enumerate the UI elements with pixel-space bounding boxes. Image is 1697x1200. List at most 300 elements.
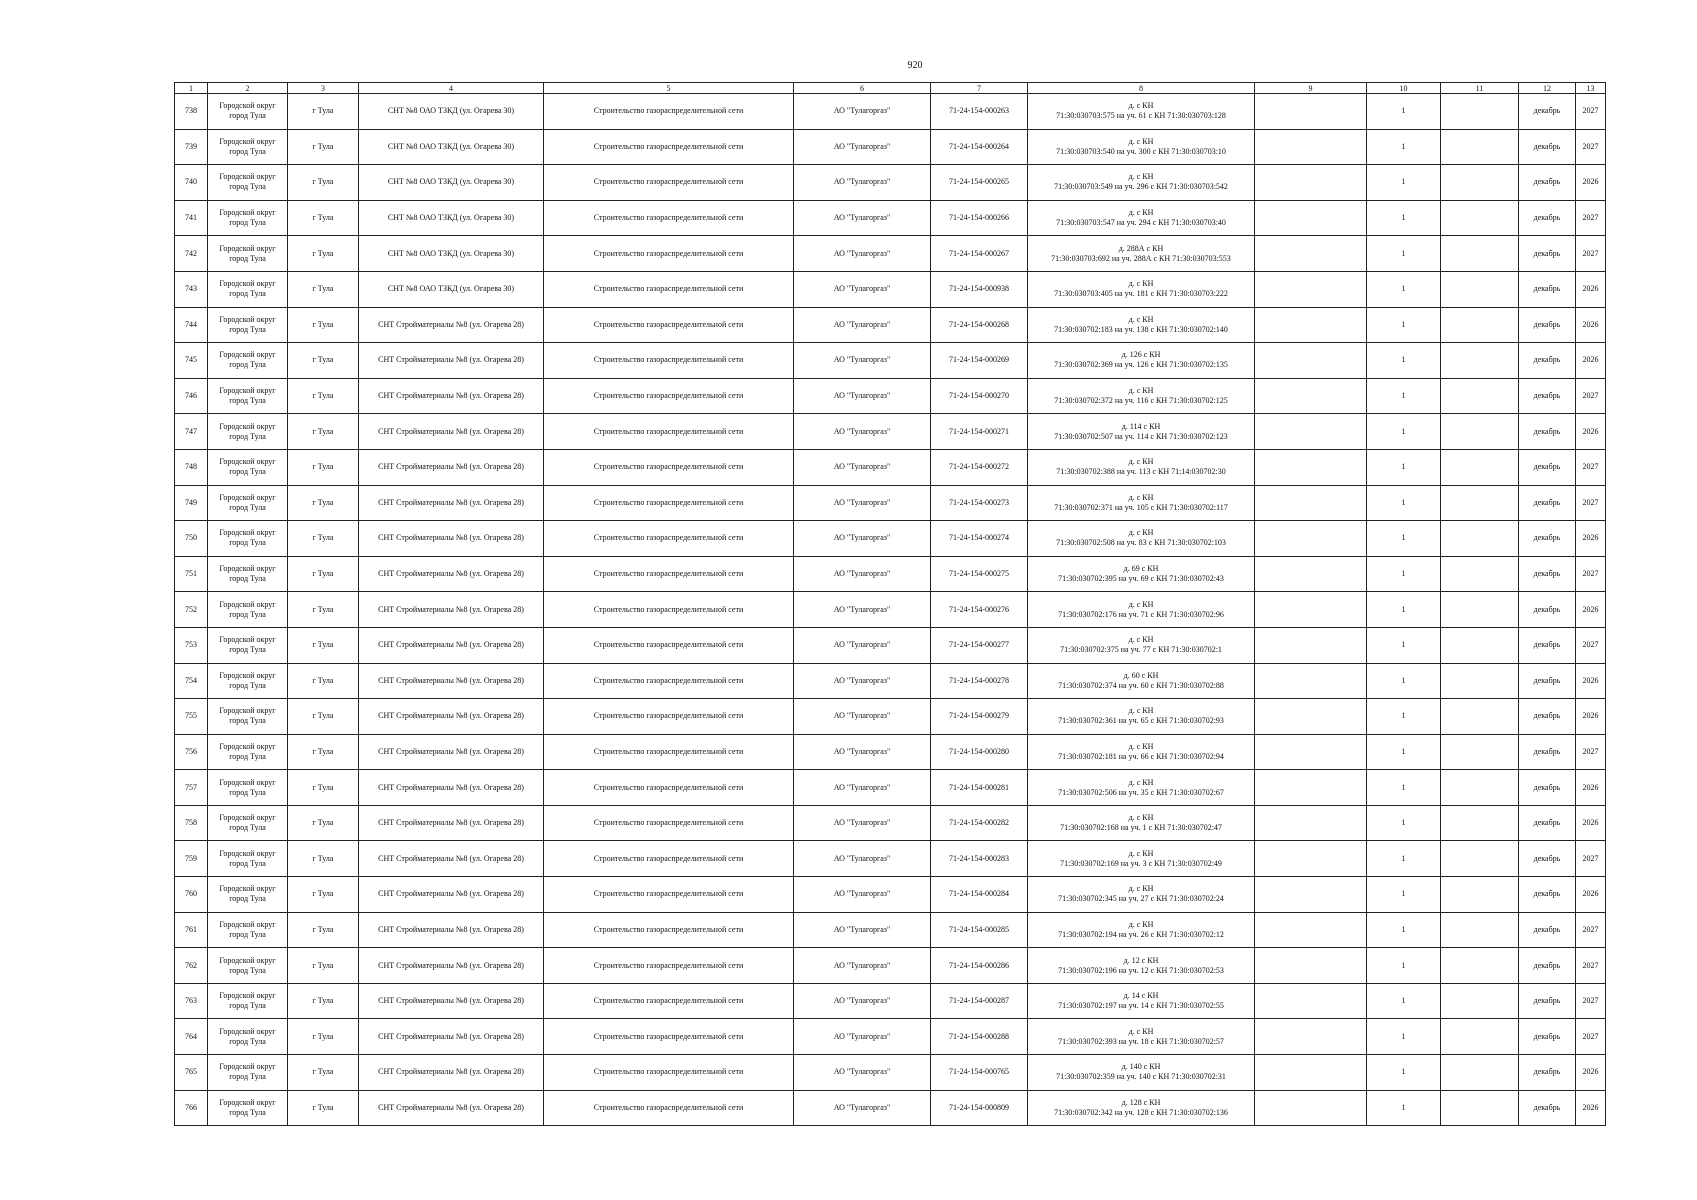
month-cell: декабрь [1519,770,1576,806]
quantity-cell: 1 [1367,1055,1441,1091]
code-cell: 71-24-154-000286 [931,948,1028,984]
district-cell: Городской округ город Тула [208,627,288,663]
district-cell: Городской округ город Тула [208,485,288,521]
column-9-cell [1255,983,1367,1019]
object-cell: СНТ Стройматериалы №8 (ул. Огарева 28) [359,307,544,343]
column-11-cell [1441,343,1519,379]
year-cell: 2026 [1576,592,1606,628]
organization-cell: АО "Тулагоргаз" [794,948,931,984]
code-cell: 71-24-154-000284 [931,877,1028,913]
object-cell: СНТ Стройматериалы №8 (ул. Огарева 28) [359,485,544,521]
column-header: 8 [1028,83,1255,94]
city-cell: г Тула [288,307,359,343]
cadastral-note-cell: д. 12 с КН 71:30:030702:196 на уч. 12 с КН 71:30:030702:53 [1028,948,1255,984]
city-cell: г Тула [288,983,359,1019]
district-cell: Городской округ город Тула [208,307,288,343]
city-cell: г Тула [288,699,359,735]
city-cell: г Тула [288,200,359,236]
cadastral-note-cell: д. с КН 71:30:030702:194 на уч. 26 с КН 71:30:030702:12 [1028,912,1255,948]
district-cell: Городской округ город Тула [208,414,288,450]
row-number: 745 [175,343,208,379]
cadastral-note-cell: д. с КН 71:30:030702:183 на уч. 138 с КН 71:30:030702:140 [1028,307,1255,343]
year-cell: 2027 [1576,556,1606,592]
column-11-cell [1441,521,1519,557]
city-cell: г Тула [288,236,359,272]
code-cell: 71-24-154-000287 [931,983,1028,1019]
work-cell: Строительство газораспределительной сети [544,770,794,806]
column-11-cell [1441,556,1519,592]
object-cell: СНТ №8 ОАО ТЗКД (ул. Огарева 30) [359,129,544,165]
district-cell: Городской округ город Тула [208,841,288,877]
table-row [175,129,1606,165]
column-11-cell [1441,592,1519,628]
row-number: 763 [175,983,208,1019]
column-header: 11 [1441,83,1519,94]
column-11-cell [1441,983,1519,1019]
row-number: 750 [175,521,208,557]
column-11-cell [1441,236,1519,272]
object-cell: СНТ Стройматериалы №8 (ул. Огарева 28) [359,663,544,699]
work-cell: Строительство газораспределительной сети [544,912,794,948]
row-number: 752 [175,592,208,628]
column-11-cell [1441,627,1519,663]
object-cell: СНТ №8 ОАО ТЗКД (ул. Огарева 30) [359,165,544,201]
quantity-cell: 1 [1367,378,1441,414]
column-9-cell [1255,271,1367,307]
cadastral-note-cell: д. 60 с КН 71:30:030702:374 на уч. 60 с КН 71:30:030702:88 [1028,663,1255,699]
object-cell: СНТ Стройматериалы №8 (ул. Огарева 28) [359,521,544,557]
object-cell: СНТ Стройматериалы №8 (ул. Огарева 28) [359,343,544,379]
year-cell: 2026 [1576,805,1606,841]
month-cell: декабрь [1519,983,1576,1019]
row-number: 744 [175,307,208,343]
organization-cell: АО "Тулагоргаз" [794,94,931,130]
quantity-cell: 1 [1367,734,1441,770]
cadastral-note-cell: д. с КН 71:30:030702:345 на уч. 27 с КН 71:30:030702:24 [1028,877,1255,913]
district-cell: Городской округ город Тула [208,236,288,272]
object-cell: СНТ Стройматериалы №8 (ул. Огарева 28) [359,378,544,414]
quantity-cell: 1 [1367,307,1441,343]
table-row [175,912,1606,948]
year-cell: 2027 [1576,378,1606,414]
month-cell: декабрь [1519,307,1576,343]
month-cell: декабрь [1519,343,1576,379]
city-cell: г Тула [288,592,359,628]
district-cell: Городской округ город Тула [208,912,288,948]
city-cell: г Тула [288,556,359,592]
district-cell: Городской округ город Тула [208,770,288,806]
organization-cell: АО "Тулагоргаз" [794,805,931,841]
city-cell: г Тула [288,521,359,557]
object-cell: СНТ Стройматериалы №8 (ул. Огарева 28) [359,556,544,592]
cadastral-note-cell: д. 114 с КН 71:30:030702:507 на уч. 114 с КН 71:30:030702:123 [1028,414,1255,450]
column-11-cell [1441,378,1519,414]
quantity-cell: 1 [1367,200,1441,236]
city-cell: г Тула [288,94,359,130]
quantity-cell: 1 [1367,948,1441,984]
month-cell: декабрь [1519,841,1576,877]
table-row [175,236,1606,272]
work-cell: Строительство газораспределительной сети [544,734,794,770]
year-cell: 2027 [1576,236,1606,272]
month-cell: декабрь [1519,414,1576,450]
city-cell: г Тула [288,912,359,948]
work-cell: Строительство газораспределительной сети [544,627,794,663]
code-cell: 71-24-154-000274 [931,521,1028,557]
table-row [175,627,1606,663]
quantity-cell: 1 [1367,449,1441,485]
table-row [175,1019,1606,1055]
row-number: 740 [175,165,208,201]
column-9-cell [1255,734,1367,770]
column-number-row [175,83,1606,94]
cadastral-note-cell: д. с КН 71:30:030703:540 на уч. 300 с КН 71:30:030703:10 [1028,129,1255,165]
column-9-cell [1255,94,1367,130]
row-number: 761 [175,912,208,948]
table-row [175,663,1606,699]
work-cell: Строительство газораспределительной сети [544,983,794,1019]
organization-cell: АО "Тулагоргаз" [794,912,931,948]
district-cell: Городской округ город Тула [208,449,288,485]
code-cell: 71-24-154-000765 [931,1055,1028,1091]
cadastral-note-cell: д. с КН 71:30:030702:375 на уч. 77 с КН 71:30:030702:1 [1028,627,1255,663]
year-cell: 2026 [1576,521,1606,557]
page-number: 920 [907,60,923,71]
column-9-cell [1255,307,1367,343]
row-number: 762 [175,948,208,984]
quantity-cell: 1 [1367,414,1441,450]
quantity-cell: 1 [1367,627,1441,663]
table-row [175,343,1606,379]
column-9-cell [1255,948,1367,984]
organization-cell: АО "Тулагоргаз" [794,841,931,877]
month-cell: декабрь [1519,805,1576,841]
code-cell: 71-24-154-000278 [931,663,1028,699]
work-cell: Строительство газораспределительной сети [544,592,794,628]
work-cell: Строительство газораспределительной сети [544,307,794,343]
month-cell: декабрь [1519,94,1576,130]
object-cell: СНТ Стройматериалы №8 (ул. Огарева 28) [359,449,544,485]
column-9-cell [1255,129,1367,165]
organization-cell: АО "Тулагоргаз" [794,770,931,806]
district-cell: Городской округ город Тула [208,165,288,201]
cadastral-note-cell: д. 140 с КН 71:30:030702:359 на уч. 140 с КН 71:30:030702:31 [1028,1055,1255,1091]
column-9-cell [1255,841,1367,877]
district-cell: Городской округ город Тула [208,343,288,379]
organization-cell: АО "Тулагоргаз" [794,378,931,414]
table-row [175,200,1606,236]
organization-cell: АО "Тулагоргаз" [794,983,931,1019]
quantity-cell: 1 [1367,165,1441,201]
object-cell: СНТ Стройматериалы №8 (ул. Огарева 28) [359,414,544,450]
column-11-cell [1441,699,1519,735]
register-table [174,82,1606,1126]
year-cell: 2027 [1576,841,1606,877]
district-cell: Городской округ город Тула [208,805,288,841]
row-number: 748 [175,449,208,485]
district-cell: Городской округ город Тула [208,1019,288,1055]
table-row [175,841,1606,877]
column-11-cell [1441,1090,1519,1126]
column-11-cell [1441,948,1519,984]
quantity-cell: 1 [1367,699,1441,735]
district-cell: Городской округ город Тула [208,521,288,557]
table-row [175,877,1606,913]
table-row [175,1090,1606,1126]
code-cell: 71-24-154-000276 [931,592,1028,628]
code-cell: 71-24-154-000279 [931,699,1028,735]
code-cell: 71-24-154-000267 [931,236,1028,272]
table-row [175,1055,1606,1091]
row-number: 754 [175,663,208,699]
column-header: 1 [175,83,208,94]
city-cell: г Тула [288,841,359,877]
work-cell: Строительство газораспределительной сети [544,485,794,521]
row-number: 764 [175,1019,208,1055]
column-9-cell [1255,485,1367,521]
cadastral-note-cell: д. 288А с КН 71:30:030703:692 на уч. 288А с КН 71:30:030703:553 [1028,236,1255,272]
object-cell: СНТ Стройматериалы №8 (ул. Огарева 28) [359,1090,544,1126]
column-header: 3 [288,83,359,94]
quantity-cell: 1 [1367,343,1441,379]
city-cell: г Тула [288,948,359,984]
district-cell: Городской округ город Тула [208,983,288,1019]
organization-cell: АО "Тулагоргаз" [794,129,931,165]
organization-cell: АО "Тулагоргаз" [794,556,931,592]
city-cell: г Тула [288,627,359,663]
code-cell: 71-24-154-000285 [931,912,1028,948]
quantity-cell: 1 [1367,1090,1441,1126]
column-11-cell [1441,307,1519,343]
column-11-cell [1441,94,1519,130]
table-row [175,521,1606,557]
column-header: 6 [794,83,931,94]
year-cell: 2026 [1576,877,1606,913]
column-header: 9 [1255,83,1367,94]
table-body [175,94,1606,1126]
column-11-cell [1441,805,1519,841]
row-number: 756 [175,734,208,770]
city-cell: г Тула [288,129,359,165]
work-cell: Строительство газораспределительной сети [544,414,794,450]
work-cell: Строительство газораспределительной сети [544,521,794,557]
code-cell: 71-24-154-000264 [931,129,1028,165]
object-cell: СНТ №8 ОАО ТЗКД (ул. Огарева 30) [359,200,544,236]
row-number: 739 [175,129,208,165]
organization-cell: АО "Тулагоргаз" [794,414,931,450]
month-cell: декабрь [1519,556,1576,592]
column-11-cell [1441,485,1519,521]
city-cell: г Тула [288,805,359,841]
year-cell: 2026 [1576,307,1606,343]
year-cell: 2027 [1576,485,1606,521]
year-cell: 2027 [1576,627,1606,663]
column-9-cell [1255,343,1367,379]
code-cell: 71-24-154-000809 [931,1090,1028,1126]
year-cell: 2027 [1576,129,1606,165]
quantity-cell: 1 [1367,129,1441,165]
district-cell: Городской округ город Тула [208,734,288,770]
district-cell: Городской округ город Тула [208,94,288,130]
code-cell: 71-24-154-000268 [931,307,1028,343]
quantity-cell: 1 [1367,592,1441,628]
object-cell: СНТ Стройматериалы №8 (ул. Огарева 28) [359,699,544,735]
year-cell: 2026 [1576,770,1606,806]
month-cell: декабрь [1519,129,1576,165]
city-cell: г Тула [288,1019,359,1055]
column-11-cell [1441,663,1519,699]
column-header: 2 [208,83,288,94]
cadastral-note-cell: д. с КН 71:30:030702:181 на уч. 66 с КН 71:30:030702:94 [1028,734,1255,770]
row-number: 759 [175,841,208,877]
column-header: 7 [931,83,1028,94]
district-cell: Городской округ город Тула [208,1055,288,1091]
month-cell: декабрь [1519,627,1576,663]
object-cell: СНТ №8 ОАО ТЗКД (ул. Огарева 30) [359,271,544,307]
district-cell: Городской округ город Тула [208,877,288,913]
object-cell: СНТ Стройматериалы №8 (ул. Огарева 28) [359,912,544,948]
column-header: 10 [1367,83,1441,94]
code-cell: 71-24-154-000271 [931,414,1028,450]
organization-cell: АО "Тулагоргаз" [794,699,931,735]
column-9-cell [1255,699,1367,735]
quantity-cell: 1 [1367,236,1441,272]
year-cell: 2026 [1576,699,1606,735]
city-cell: г Тула [288,770,359,806]
code-cell: 71-24-154-000266 [931,200,1028,236]
column-9-cell [1255,805,1367,841]
quantity-cell: 1 [1367,805,1441,841]
organization-cell: АО "Тулагоргаз" [794,877,931,913]
month-cell: декабрь [1519,912,1576,948]
month-cell: декабрь [1519,485,1576,521]
organization-cell: АО "Тулагоргаз" [794,485,931,521]
code-cell: 71-24-154-000270 [931,378,1028,414]
row-number: 753 [175,627,208,663]
organization-cell: АО "Тулагоргаз" [794,521,931,557]
district-cell: Городской округ город Тула [208,129,288,165]
work-cell: Строительство газораспределительной сети [544,449,794,485]
quantity-cell: 1 [1367,1019,1441,1055]
organization-cell: АО "Тулагоргаз" [794,1019,931,1055]
cadastral-note-cell: д. 126 с КН 71:30:030702:369 на уч. 126 с КН 71:30:030702:135 [1028,343,1255,379]
month-cell: декабрь [1519,1019,1576,1055]
column-11-cell [1441,1055,1519,1091]
district-cell: Городской округ город Тула [208,200,288,236]
quantity-cell: 1 [1367,94,1441,130]
organization-cell: АО "Тулагоргаз" [794,200,931,236]
organization-cell: АО "Тулагоргаз" [794,1055,931,1091]
month-cell: декабрь [1519,236,1576,272]
year-cell: 2026 [1576,271,1606,307]
work-cell: Строительство газораспределительной сети [544,841,794,877]
column-9-cell [1255,627,1367,663]
cadastral-note-cell: д. 14 с КН 71:30:030702:197 на уч. 14 с КН 71:30:030702:55 [1028,983,1255,1019]
quantity-cell: 1 [1367,983,1441,1019]
cadastral-note-cell: д. с КН 71:30:030703:575 на уч. 61 с КН 71:30:030703:128 [1028,94,1255,130]
code-cell: 71-24-154-000265 [931,165,1028,201]
city-cell: г Тула [288,449,359,485]
work-cell: Строительство газораспределительной сети [544,877,794,913]
row-number: 742 [175,236,208,272]
object-cell: СНТ Стройматериалы №8 (ул. Огарева 28) [359,627,544,663]
month-cell: декабрь [1519,592,1576,628]
year-cell: 2026 [1576,663,1606,699]
month-cell: декабрь [1519,521,1576,557]
column-9-cell [1255,1090,1367,1126]
table-row [175,770,1606,806]
organization-cell: АО "Тулагоргаз" [794,663,931,699]
year-cell: 2026 [1576,1090,1606,1126]
organization-cell: АО "Тулагоргаз" [794,165,931,201]
year-cell: 2027 [1576,94,1606,130]
quantity-cell: 1 [1367,877,1441,913]
column-9-cell [1255,592,1367,628]
column-header: 5 [544,83,794,94]
district-cell: Городской округ город Тула [208,948,288,984]
year-cell: 2026 [1576,165,1606,201]
month-cell: декабрь [1519,699,1576,735]
month-cell: декабрь [1519,663,1576,699]
work-cell: Строительство газораспределительной сети [544,94,794,130]
cadastral-note-cell: д. с КН 71:30:030702:506 на уч. 35 с КН 71:30:030702:67 [1028,770,1255,806]
month-cell: декабрь [1519,378,1576,414]
month-cell: декабрь [1519,948,1576,984]
city-cell: г Тула [288,378,359,414]
object-cell: СНТ Стройматериалы №8 (ул. Огарева 28) [359,948,544,984]
month-cell: декабрь [1519,1090,1576,1126]
year-cell: 2026 [1576,414,1606,450]
month-cell: декабрь [1519,1055,1576,1091]
column-11-cell [1441,1019,1519,1055]
quantity-cell: 1 [1367,841,1441,877]
work-cell: Строительство газораспределительной сети [544,200,794,236]
column-9-cell [1255,200,1367,236]
organization-cell: АО "Тулагоргаз" [794,236,931,272]
table-row [175,983,1606,1019]
work-cell: Строительство газораспределительной сети [544,165,794,201]
table-row [175,271,1606,307]
organization-cell: АО "Тулагоргаз" [794,1090,931,1126]
column-header: 13 [1576,83,1606,94]
column-11-cell [1441,877,1519,913]
object-cell: СНТ Стройматериалы №8 (ул. Огарева 28) [359,805,544,841]
column-header: 12 [1519,83,1576,94]
city-cell: г Тула [288,877,359,913]
quantity-cell: 1 [1367,770,1441,806]
column-11-cell [1441,770,1519,806]
cadastral-note-cell: д. с КН 71:30:030702:361 на уч. 65 с КН 71:30:030702:93 [1028,699,1255,735]
row-number: 749 [175,485,208,521]
column-9-cell [1255,1019,1367,1055]
work-cell: Строительство газораспределительной сети [544,1090,794,1126]
code-cell: 71-24-154-000281 [931,770,1028,806]
month-cell: декабрь [1519,877,1576,913]
cadastral-note-cell: д. 128 с КН 71:30:030702:342 на уч. 128 с КН 71:30:030702:136 [1028,1090,1255,1126]
month-cell: декабрь [1519,449,1576,485]
cadastral-note-cell: д. 69 с КН 71:30:030702:395 на уч. 69 с КН 71:30:030702:43 [1028,556,1255,592]
column-9-cell [1255,912,1367,948]
year-cell: 2027 [1576,948,1606,984]
organization-cell: АО "Тулагоргаз" [794,734,931,770]
table-row [175,948,1606,984]
column-9-cell [1255,663,1367,699]
object-cell: СНТ Стройматериалы №8 (ул. Огарева 28) [359,770,544,806]
table-row [175,805,1606,841]
year-cell: 2027 [1576,734,1606,770]
organization-cell: АО "Тулагоргаз" [794,271,931,307]
row-number: 765 [175,1055,208,1091]
